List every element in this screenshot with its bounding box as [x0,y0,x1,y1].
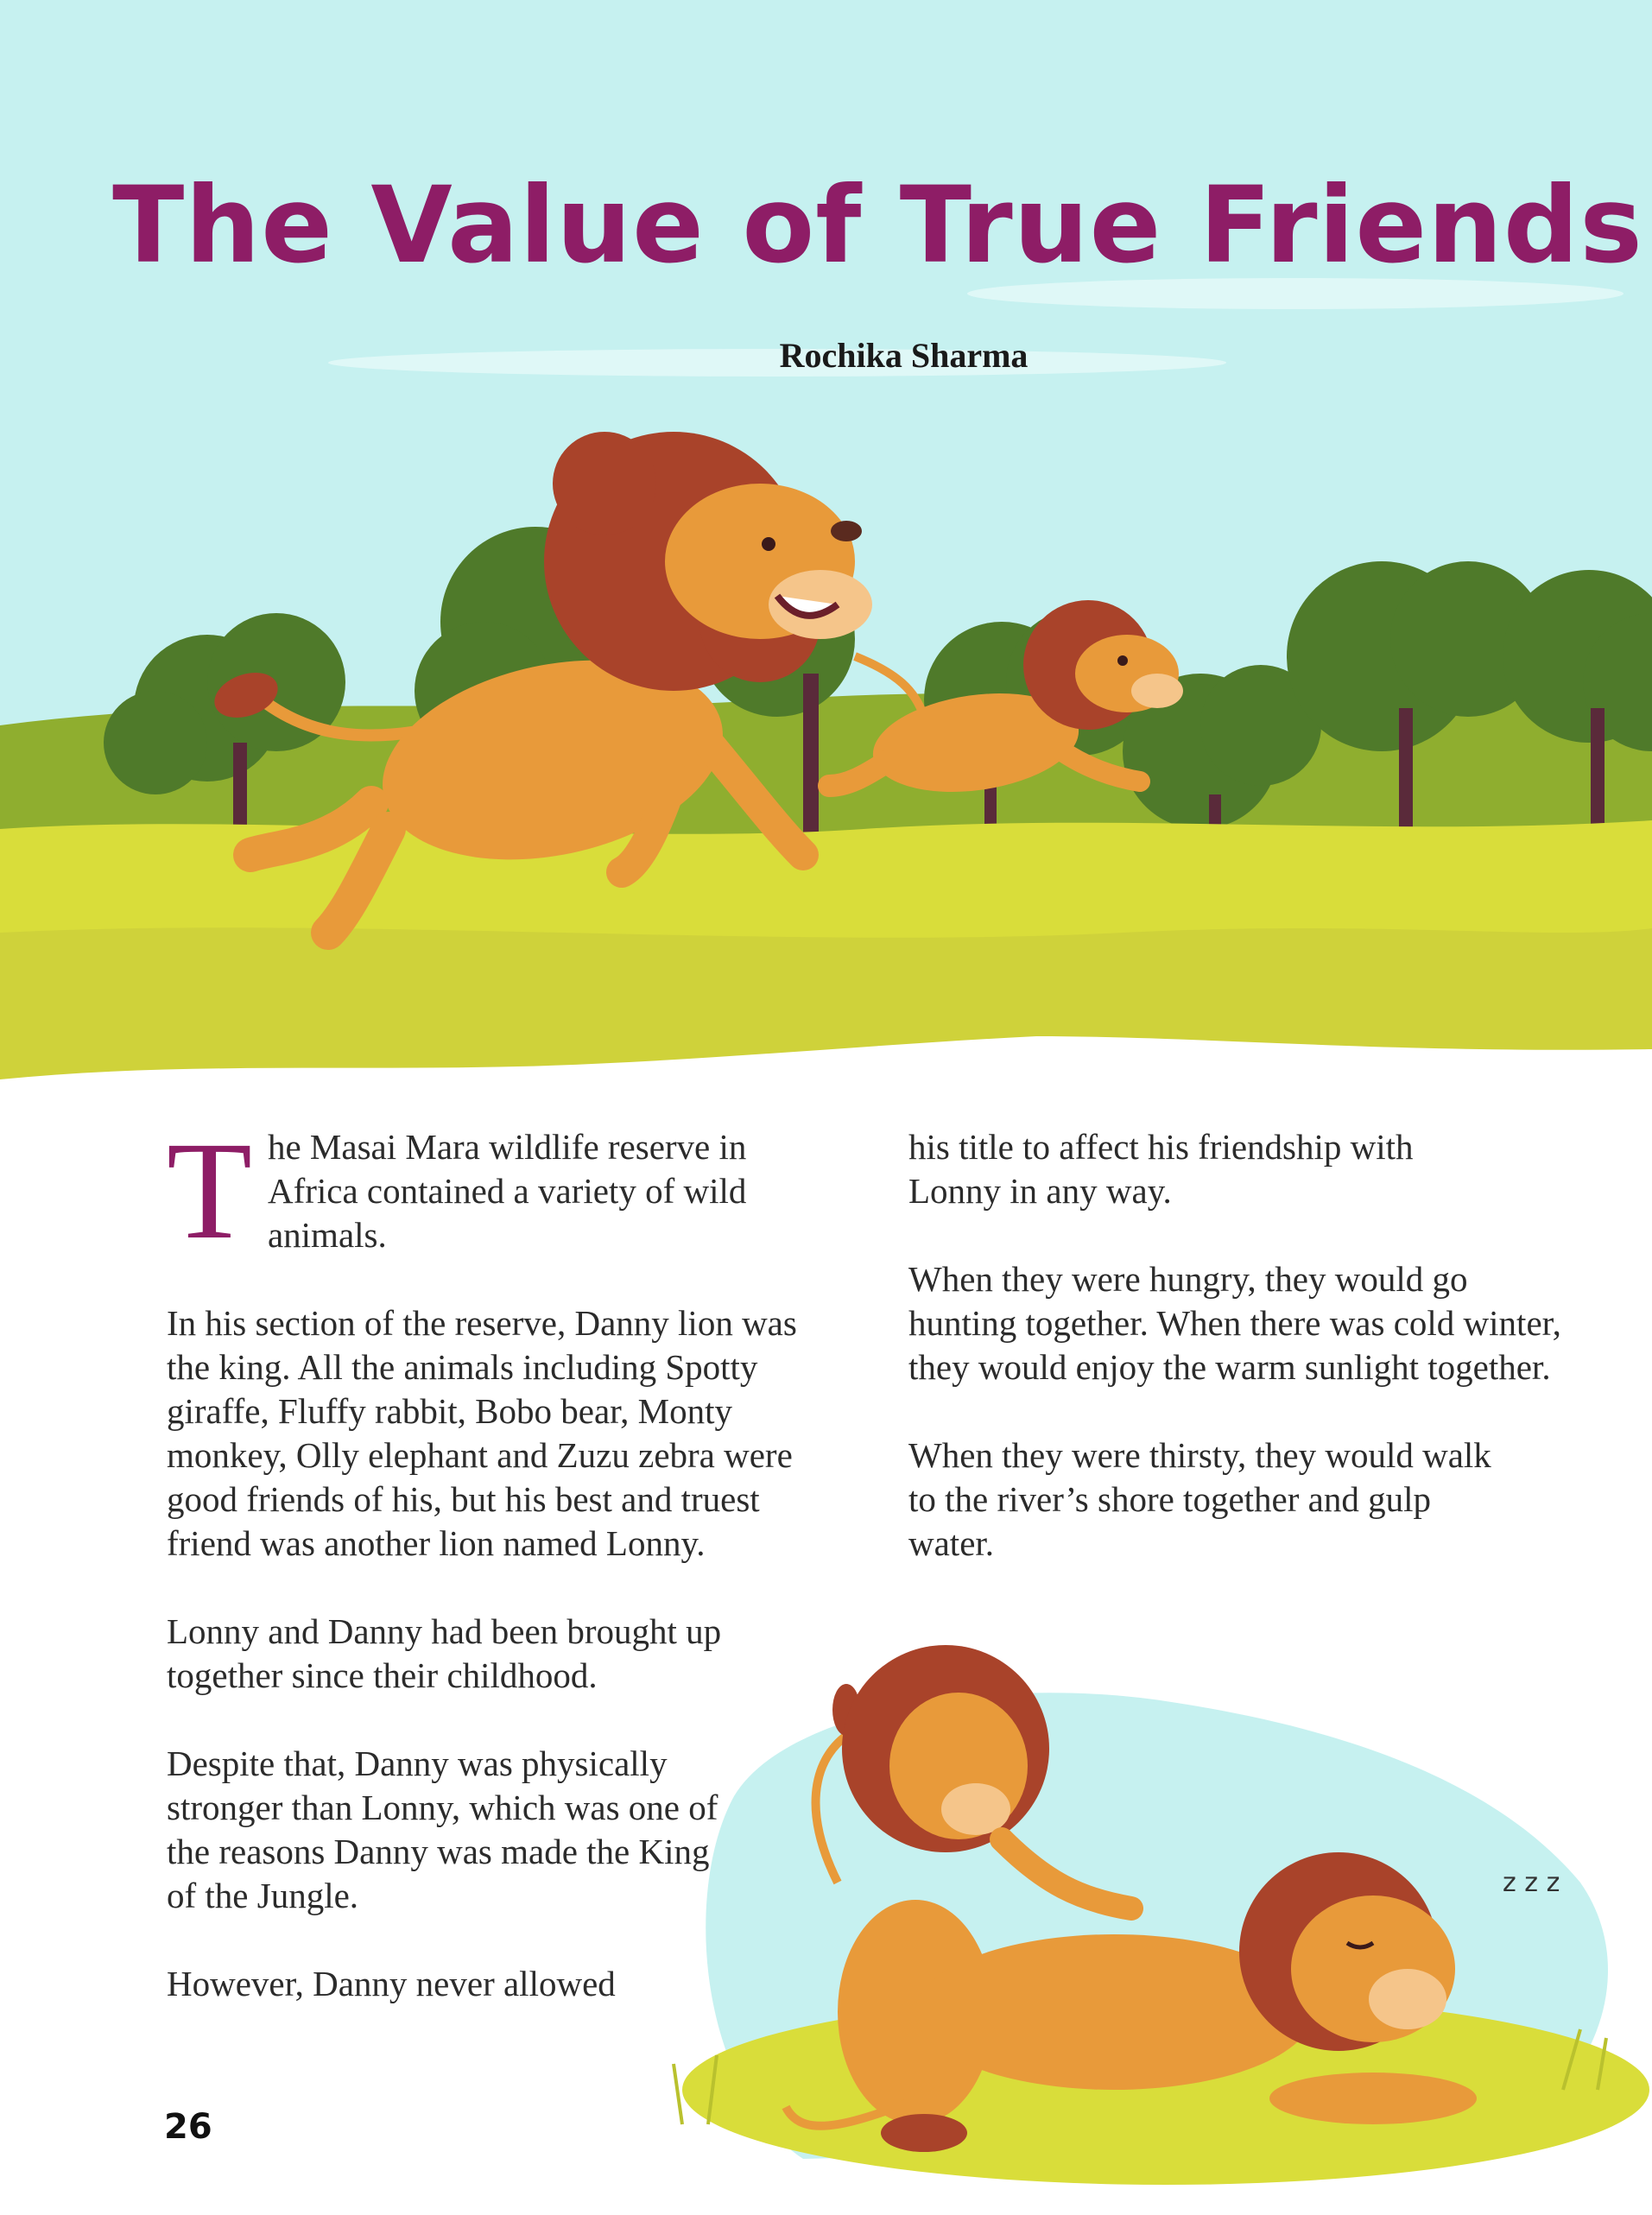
paragraph-6: his title to affect his friendship with Lonny in any way. [908,1127,1414,1211]
paragraph-8: When they were thirsty, they would walk to the river’s shore together and gulp water. [908,1435,1491,1563]
paragraph-2: In his section of the reserve, Danny lion was the king. All the animals including Spotty giraffe, Fluffy rabbit, Bobo bear, Monty monkey, Olly elephant and Zuzu zebra were good friends of his, but his best and truest friend was another lion named Lonny. [167,1303,797,1563]
paragraph-1-text: he Masai Mara wildlife reserve in Africa contained a variety of wild animals. [267,1127,747,1255]
drop-cap: T [167,1114,252,1269]
paragraph-4: Despite that, Danny was physically stronger than Lonny, which was one of the reasons Danny was made the King of the Jungle. [167,1744,718,1915]
paragraph-1 [167,1114,823,1269]
paragraph-5: However, Danny never allowed [167,1964,616,2003]
lions-scene [630,1606,1652,2211]
snore-text: z z z [1503,1868,1560,1898]
paragraph-3: Lonny and Danny had been brought up together since their childhood. [167,1611,722,1695]
author-name: Rochika Sharma [779,336,1029,375]
story-column-right [908,1125,1565,1610]
sleeping-lion-illustration [630,1606,1652,2211]
page-number: 26 [164,2107,212,2147]
paragraph-7: When they were hungry, they would go hunting together. When there was cold winter, they would enjoy the warm sunlight together. [908,1259,1561,1387]
story-title: The Value of True Friends [112,164,1643,287]
